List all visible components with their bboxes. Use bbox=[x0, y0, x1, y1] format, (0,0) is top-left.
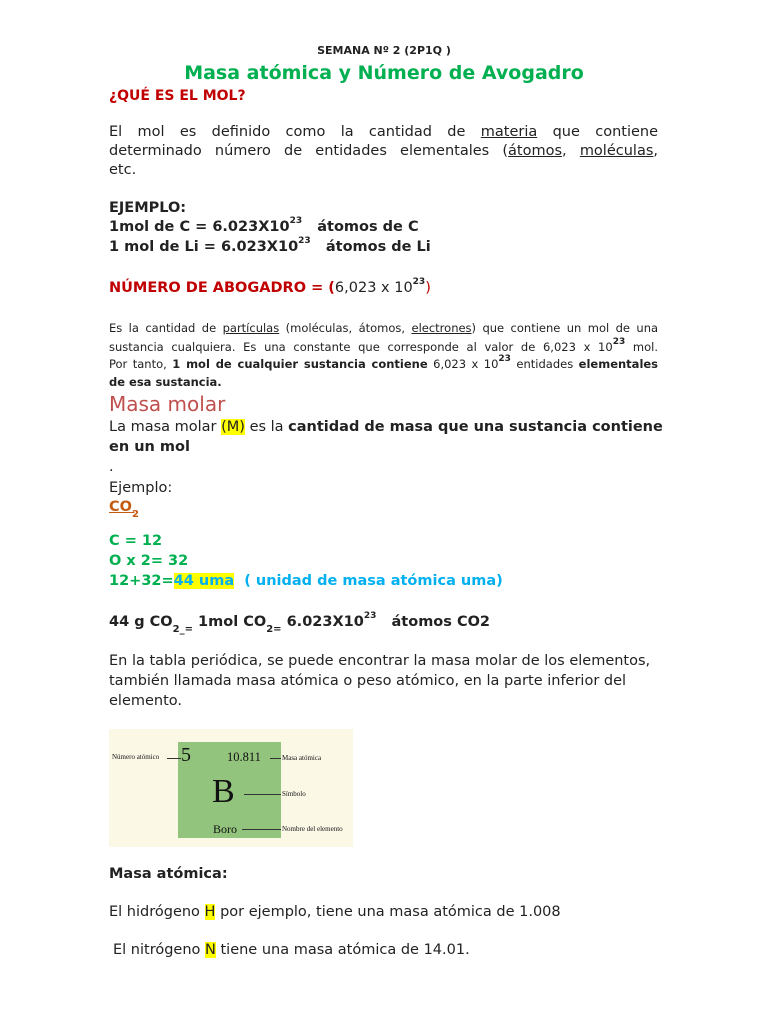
example-heading: EJEMPLO: bbox=[109, 200, 187, 216]
highlight-m: (M) bbox=[221, 419, 245, 435]
co2-formula: $CO_2$ bbox=[109, 499, 139, 520]
definition-line-1: El mol es definido como la cantidad de materia que contiene bbox=[109, 124, 659, 140]
example-label: Ejemplo: bbox=[109, 480, 173, 496]
molar-mass-title: Masa molar bbox=[109, 392, 226, 416]
leader-atomic-number bbox=[167, 758, 181, 759]
atomic-number: 5 bbox=[181, 744, 191, 766]
molar-mass-line-2: en un mol bbox=[109, 439, 190, 455]
highlight-44-uma: 44 uma bbox=[173, 573, 235, 589]
link-materia[interactable]: materia bbox=[480, 124, 538, 140]
label-element-name: Nombre del elemento bbox=[282, 825, 343, 833]
table-text-line-1: En la tabla periódica, se puede encontrar la masa molar de los elementos, bbox=[109, 653, 651, 669]
co2-equation: 44 g $CO_{2\_=}$ 1mol $CO_{2=}$ $6.023X10^{23}$ átomos CO2 bbox=[109, 611, 490, 635]
definition-line-3: etc. bbox=[109, 162, 137, 178]
carbon-mass: C = 12 bbox=[109, 533, 163, 549]
description-line-4: de esa sustancia. bbox=[109, 375, 222, 389]
highlight-n: N bbox=[205, 942, 216, 958]
boron-element-figure bbox=[109, 729, 353, 847]
link-electrones[interactable]: electrones bbox=[411, 321, 472, 335]
link-atomos[interactable]: átomos bbox=[508, 143, 563, 159]
co2-sum: 12+32=44 uma ( unidad de masa atómica uma) bbox=[109, 573, 503, 589]
page-title: Masa atómica y Número de Avogadro bbox=[184, 62, 584, 84]
mol-question: ¿QUÉ ES EL MOL? bbox=[109, 88, 246, 104]
example-line-lithium: 1 mol de $Li = 6.023X10^{23}$ átomos de Li bbox=[109, 236, 431, 255]
atomic-mass-value: 10.811 bbox=[227, 750, 261, 764]
description-line-3: Por tanto, 1 mol de cualquier sustancia contiene 6,023 x $10^{23}$ entidades elementales bbox=[109, 354, 659, 371]
avogadro-number: NÚMERO DE ABOGADRO = (6,023 x $10^{23}$) bbox=[109, 277, 431, 296]
label-atomic-number: Número atómico bbox=[112, 753, 160, 761]
oxygen-mass: O x 2= 32 bbox=[109, 553, 189, 569]
element-symbol: B bbox=[212, 773, 235, 810]
dot: . bbox=[109, 459, 114, 475]
atomic-mass-heading: Masa atómica: bbox=[109, 866, 228, 882]
table-text-line-2: también llamada masa atómica o peso atómico, en la parte inferior del bbox=[109, 673, 627, 689]
example-line-carbon: 1mol de $C = 6.023X10^{23}$ átomos de C bbox=[109, 216, 419, 235]
definition-line-2: determinado número de entidades elementales (átomos, moléculas, bbox=[109, 143, 658, 159]
description-line-1: Es la cantidad de partículas (moléculas, átomos, electrones) que contiene un mol de una bbox=[109, 321, 659, 335]
week-header: SEMANA Nº 2 (2P1Q ) bbox=[317, 44, 451, 57]
nitrogen-line: El nitrógeno N tiene una masa atómica de 14.01. bbox=[113, 942, 470, 958]
label-atomic-mass: Masa atómica bbox=[282, 754, 322, 762]
leader-symbol bbox=[244, 794, 281, 795]
table-text-line-3: elemento. bbox=[109, 693, 183, 709]
link-moleculas[interactable]: moléculas bbox=[579, 143, 654, 159]
highlight-h: H bbox=[204, 904, 216, 920]
link-particulas[interactable]: partículas bbox=[222, 321, 280, 335]
molar-mass-line-1: La masa molar (M) es la cantidad de masa que una sustancia contiene bbox=[109, 419, 663, 435]
hydrogen-line: El hidrógeno H por ejemplo, tiene una masa atómica de 1.008 bbox=[109, 904, 561, 920]
description-line-2: sustancia cualquiera. Es una constante que corresponde al valor de 6,023 x $10^{23}$ mol. bbox=[109, 337, 658, 354]
leader-name bbox=[242, 829, 281, 830]
label-symbol: Símbolo bbox=[282, 790, 306, 798]
element-name: Boro bbox=[213, 822, 237, 836]
leader-atomic-mass bbox=[270, 758, 281, 759]
